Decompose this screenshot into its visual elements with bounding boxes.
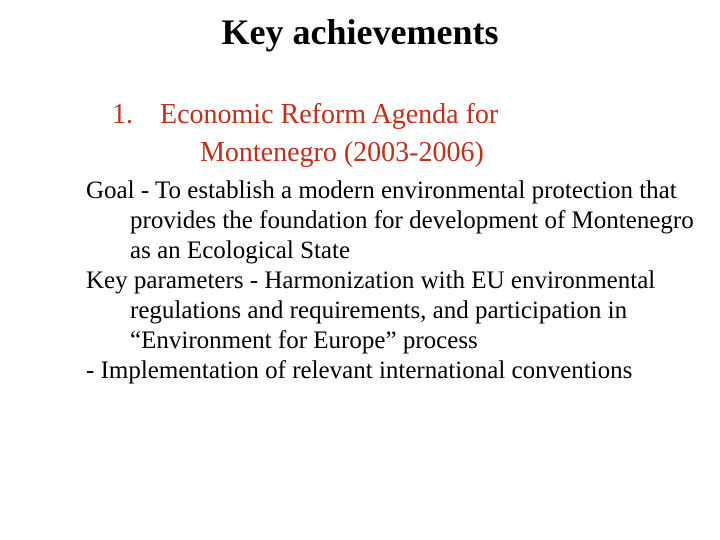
goal-paragraph: Goal - To establish a modern environmental protection that provides the foundation for development of Montenegro as an Ecological State — [86, 177, 694, 264]
subtitle-number: 1. — [112, 99, 133, 130]
slide-title: Key achievements — [221, 12, 499, 52]
implementation-paragraph: - Implementation of relevant international conventions — [86, 357, 633, 384]
slide-body — [86, 176, 706, 386]
key-parameters-paragraph: Key parameters - Harmonization with EU environmental regulations and requirements, and participation in “Environment for Europe” process — [86, 267, 656, 354]
subtitle-line-2: Montenegro (2003-2006) — [200, 137, 484, 168]
slide-subtitle — [112, 96, 632, 172]
subtitle-line-1: Economic Reform Agenda for — [160, 99, 499, 130]
